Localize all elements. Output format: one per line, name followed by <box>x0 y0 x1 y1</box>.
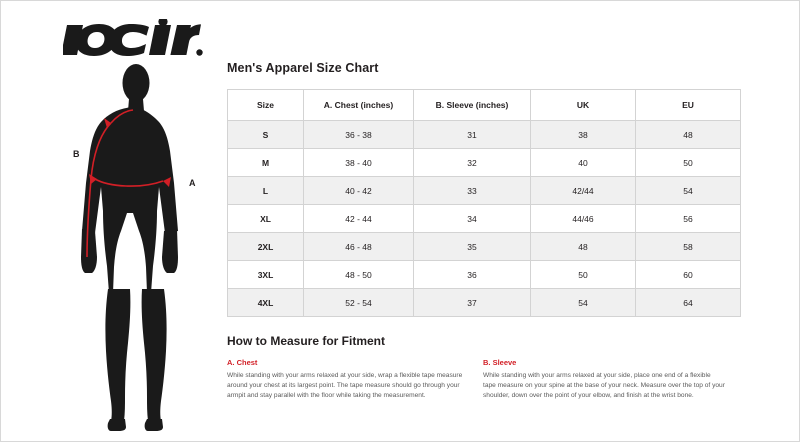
cell-uk: 40 <box>531 149 636 177</box>
cell-uk: 38 <box>531 121 636 149</box>
cell-eu: 56 <box>636 205 741 233</box>
cell-eu: 60 <box>636 261 741 289</box>
cell-sleeve: 37 <box>414 289 531 317</box>
column-header-chest: A. Chest (inches) <box>304 90 414 121</box>
how-to-measure-sleeve <box>483 358 739 402</box>
cell-sleeve: 36 <box>414 261 531 289</box>
cell-size: XL <box>228 205 304 233</box>
measure-label-a: A <box>189 178 196 188</box>
cell-chest: 52 - 54 <box>304 289 414 317</box>
cell-size: 4XL <box>228 289 304 317</box>
cell-size: 2XL <box>228 233 304 261</box>
cell-uk: 42/44 <box>531 177 636 205</box>
how-to-body-chest: While standing with your arms relaxed at your side, wrap a flexible tape measure around your chest at its largest point. The tape measure should go through your armpit and stay parallel with the floor while taking the measurement. <box>227 372 463 400</box>
cell-sleeve: 33 <box>414 177 531 205</box>
cell-chest: 42 - 44 <box>304 205 414 233</box>
table-row <box>228 261 741 289</box>
column-header-eu: EU <box>636 90 741 121</box>
cell-sleeve: 32 <box>414 149 531 177</box>
table-row <box>228 233 741 261</box>
cell-uk: 54 <box>531 289 636 317</box>
cell-sleeve: 34 <box>414 205 531 233</box>
cell-chest: 46 - 48 <box>304 233 414 261</box>
table-row <box>228 289 741 317</box>
cell-eu: 64 <box>636 289 741 317</box>
cell-size: S <box>228 121 304 149</box>
cell-eu: 58 <box>636 233 741 261</box>
cell-chest: 48 - 50 <box>304 261 414 289</box>
cell-eu: 50 <box>636 149 741 177</box>
cell-eu: 54 <box>636 177 741 205</box>
table-row <box>228 177 741 205</box>
table-row <box>228 121 741 149</box>
column-header-sleeve: B. Sleeve (inches) <box>414 90 531 121</box>
cell-chest: 40 - 42 <box>304 177 414 205</box>
cell-uk: 48 <box>531 233 636 261</box>
cell-chest: 36 - 38 <box>304 121 414 149</box>
column-header-uk: UK <box>531 90 636 121</box>
how-to-heading-chest: A. Chest <box>227 358 258 367</box>
table-header-row <box>228 90 741 121</box>
cell-sleeve: 31 <box>414 121 531 149</box>
cell-eu: 48 <box>636 121 741 149</box>
body-measurement-figure <box>51 61 221 431</box>
how-to-measure-section <box>227 334 747 402</box>
cell-sleeve: 35 <box>414 233 531 261</box>
measure-label-b: B <box>73 149 80 159</box>
cell-size: L <box>228 177 304 205</box>
cell-uk: 44/46 <box>531 205 636 233</box>
column-header-size: Size <box>228 90 304 121</box>
how-to-body-sleeve: While standing with your arms relaxed at your side, place one end of a flexible tape measure on your spine at the base of your neck. Measure over the top of your shoulder, down over the point of your elbow, and finish at the wrist bone. <box>483 372 725 400</box>
how-to-heading-sleeve: B. Sleeve <box>483 358 517 367</box>
table-row <box>228 149 741 177</box>
table-row <box>228 205 741 233</box>
cell-size: 3XL <box>228 261 304 289</box>
size-chart-table <box>227 89 741 317</box>
page-title: Men's Apparel Size Chart <box>227 61 379 75</box>
how-to-measure-chest <box>227 358 483 402</box>
content-column <box>227 61 747 402</box>
male-silhouette <box>81 64 178 431</box>
cell-size: M <box>228 149 304 177</box>
cell-chest: 38 - 40 <box>304 149 414 177</box>
cell-uk: 50 <box>531 261 636 289</box>
icon-logo <box>63 19 203 61</box>
how-to-measure-title: How to Measure for Fitment <box>227 334 386 348</box>
